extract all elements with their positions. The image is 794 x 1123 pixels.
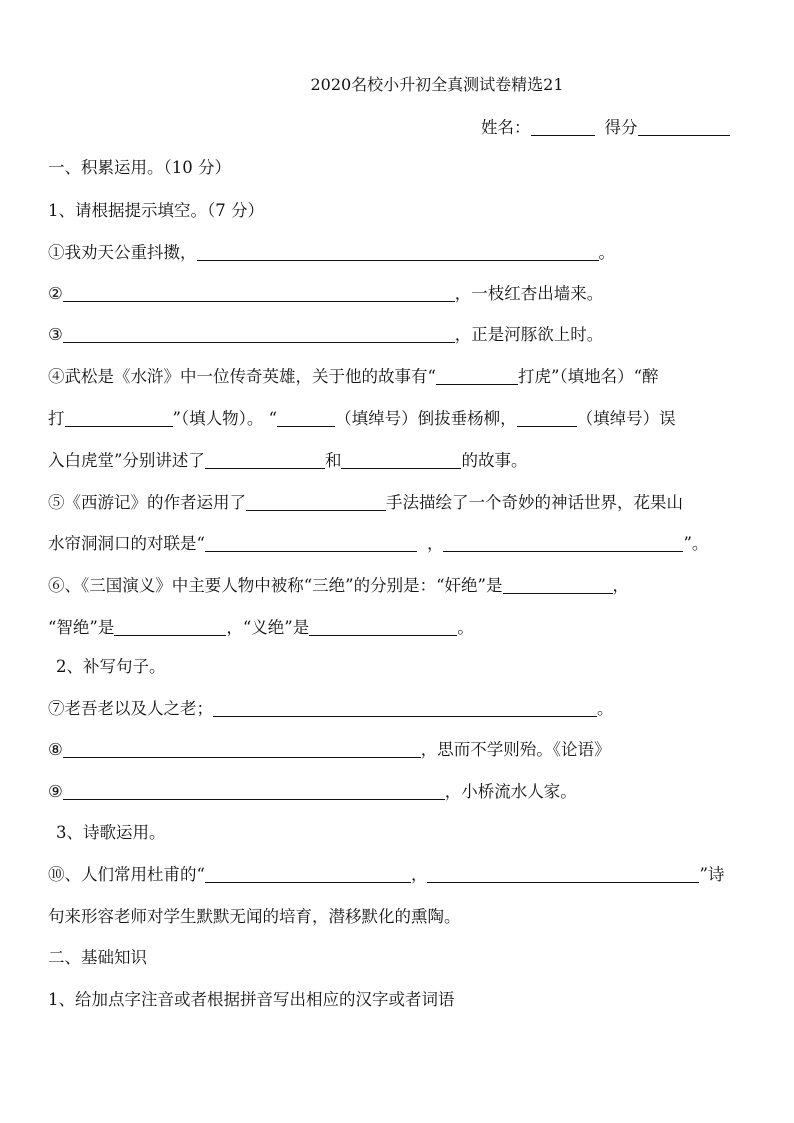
q2-item7: [48, 698, 614, 720]
q1-item4-line3: [48, 450, 527, 472]
q1-item6-blank-wisdom[interactable]: [114, 617, 226, 636]
q1-item5-text-b: 手法描绘了一个奇妙的神话世界，花果山: [386, 493, 683, 512]
q1-item6-text-a: ⑥、《三国演义》中主要人物中被称“三绝”的分别是：“奸绝”是: [48, 576, 503, 595]
q1-item1-blank[interactable]: [197, 242, 599, 261]
q1-item5-text-d: ，: [426, 534, 444, 553]
q1-item6-line2: [48, 617, 474, 639]
q1-item4-text-g: 入白虎堂”分别讲述了: [48, 451, 205, 470]
q1-item6-blank-loyalty[interactable]: [309, 617, 457, 636]
q2-item9-blank[interactable]: [63, 781, 445, 800]
q3-heading: 3、诗歌运用。: [56, 823, 166, 842]
q2-item8: [48, 739, 611, 761]
q3-item10-blank1[interactable]: [205, 864, 411, 883]
q1-item4-blank-nickname1[interactable]: [277, 408, 335, 427]
name-score-bar: [481, 117, 730, 139]
q1-item1-text: ①我劝天公重抖擞，: [48, 243, 197, 262]
q1-item2-text: ，一枝红杏出墙来。: [454, 284, 604, 303]
q1-item3: [48, 324, 603, 346]
q2-item9: [48, 781, 577, 803]
page-title: 2020名校小升初全真测试卷精选21: [310, 75, 564, 94]
q1-item4-text-a: ④武松是《水浒》中一位传奇英雄，关于他的故事有“: [48, 367, 436, 386]
q2-item7-blank[interactable]: [213, 698, 597, 717]
q2-item7-text: ⑦老吾老以及人之老；: [48, 699, 213, 718]
q1-item4-blank-nickname2[interactable]: [517, 408, 577, 427]
q2-item7-end: 。: [597, 699, 614, 718]
q3-item10-text-a: ⑩、人们常用杜甫的“: [48, 865, 205, 884]
q1-item2-blank[interactable]: [63, 283, 455, 302]
q1-item1-end: 。: [598, 243, 615, 262]
q1-item6-text-d: ，“义绝”是: [226, 618, 310, 637]
q3-item10-text-b: ，: [410, 865, 428, 884]
q3-item10-blank2[interactable]: [427, 864, 699, 883]
q1-item4-blank-person[interactable]: [65, 408, 173, 427]
score-blank[interactable]: [638, 117, 730, 136]
q2-item9-text: ，小桥流水人家。: [444, 782, 577, 801]
name-label: 姓名：: [481, 118, 531, 137]
q1-item4-blank-place[interactable]: [436, 366, 518, 385]
q2-item8-blank[interactable]: [63, 739, 421, 758]
q1-item3-blank[interactable]: [63, 324, 455, 343]
q3-item10-line2: 句来形容老师对学生默默无闻的培育，潜移默化的熏陶。: [48, 907, 461, 926]
q1-heading: 1、请根据提示填空。（7 分）: [48, 201, 264, 220]
q1-item4-line2: [48, 408, 676, 430]
section2-heading: 二、基础知识: [48, 948, 147, 967]
q1-item4-text-h: 和: [324, 451, 342, 470]
q1-item2: [48, 283, 603, 305]
q1-item4-blank-story1[interactable]: [205, 450, 325, 469]
q1-item5-line1: [48, 492, 683, 514]
q1-item4-text-f: （填绰号）误: [576, 409, 676, 428]
q1-item5-blank-couplet1[interactable]: [205, 533, 417, 552]
q2-item8-num: ⑧: [48, 740, 63, 759]
q1-item6-text-e: 。: [457, 618, 474, 637]
q1-item4-text-i: 的故事。: [461, 451, 528, 470]
q1-item4-text-d: ”（填人物）。 “: [172, 409, 278, 428]
q1-item6-blank-villain[interactable]: [503, 575, 613, 594]
name-blank[interactable]: [531, 117, 595, 136]
q1-item3-num: ③: [48, 325, 63, 344]
q1-item4-text-e: （填绰号）倒拔垂杨柳，: [335, 409, 517, 428]
q1-item4-text-b: 打虎”（填地名）“醉: [517, 367, 659, 386]
q2-item9-num: ⑨: [48, 782, 63, 801]
score-label: 得分: [604, 118, 638, 137]
q1-item6-line1: [48, 575, 629, 597]
s2-q1-heading: 1、给加点字注音或者根据拼音写出相应的汉字或者词语: [48, 990, 455, 1009]
q2-item8-text: ，思而不学则殆。《论语》: [420, 740, 611, 759]
q1-item5-text-c: 水帘洞洞口的对联是“: [48, 534, 205, 553]
q3-item10-line1: [48, 864, 724, 886]
q1-item5-text-a: ⑤《西游记》的作者运用了: [48, 493, 246, 512]
q1-item6-text-c: “智绝”是: [48, 618, 115, 637]
q1-item5-line2: [48, 533, 708, 555]
q1-item5-blank-couplet2[interactable]: [443, 533, 683, 552]
q2-heading: 2、补写句子。: [56, 657, 166, 676]
q3-item10-text-c: ”诗: [699, 865, 725, 884]
q1-item5-blank-technique[interactable]: [246, 492, 386, 511]
q1-item4-line1: [48, 366, 659, 388]
section1-heading: 一、积累运用。（10 分）: [48, 158, 231, 177]
q1-item5-text-e: ”。: [683, 534, 709, 553]
q1-item2-num: ②: [48, 284, 63, 303]
q1-item4-blank-story2[interactable]: [341, 450, 461, 469]
q1-item1: [48, 242, 615, 264]
q1-item4-text-c: 打: [48, 409, 65, 428]
q1-item6-text-b: ，: [612, 576, 629, 595]
q1-item3-text: ，正是河豚欲上时。: [454, 325, 604, 344]
